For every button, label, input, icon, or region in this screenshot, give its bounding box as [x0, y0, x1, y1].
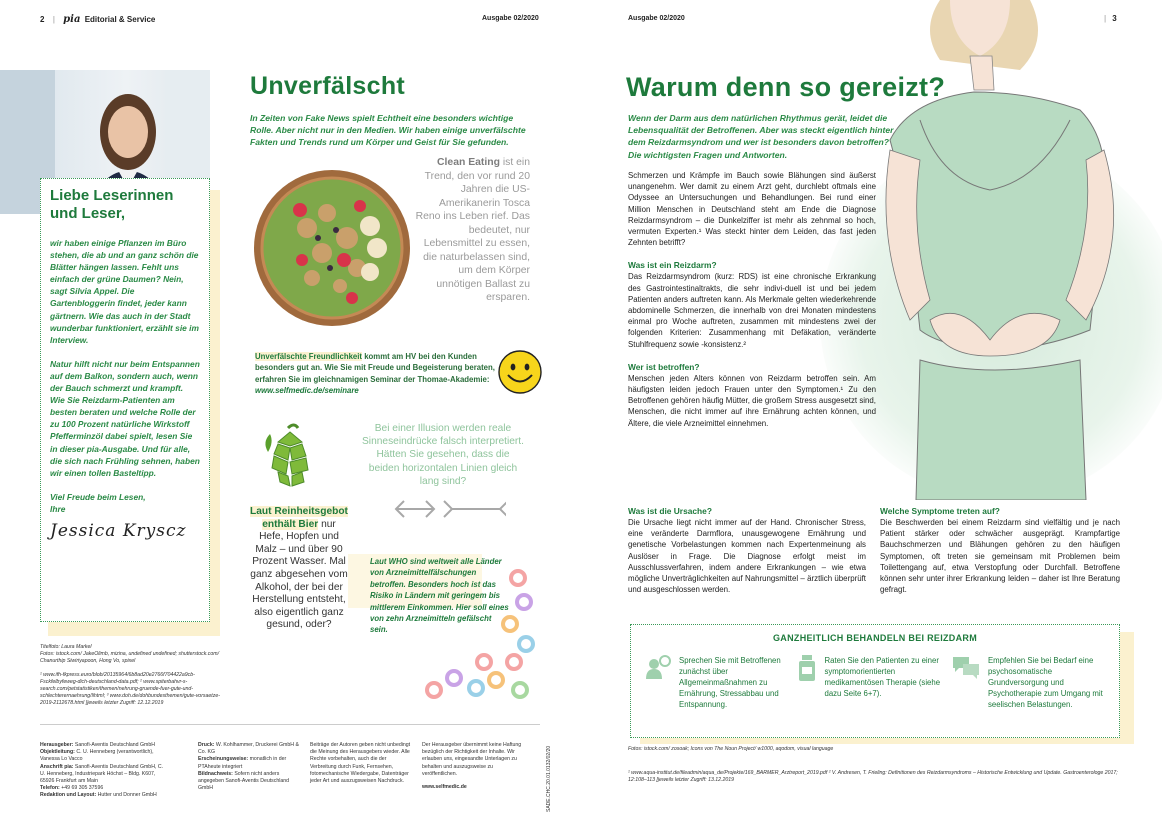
- heading-symptoms: Welche Symptome treten auf?: [880, 506, 1000, 516]
- paragraph-what-is: Das Reizdarmsyndrom (kurz: RDS) ist eine chronische Erkrankung des Gastrointestinaltrakts, die sehr indivi-duell ist und bei jedem Patienten anders auftreten kann. Als Merkmale gelten wiederkehrende abdominelle Schmerzen, die innerhalb von drei Monaten mindestens einmal pro Woche auftreten, zusammen mit mindestens zwei der folgenden Kriterien: Zusammenhang mit Defäkation, veränderte Stuhlfrequenz sowie -konsistenz.²: [628, 272, 876, 349]
- imprint-divider: [40, 724, 540, 725]
- info-box-title: GANZHEITLICH BEHANDELN BEI REIZDARM: [773, 633, 977, 643]
- who-text: Laut WHO sind weltweit alle Länder von Arzneimittelfälschungen betroffen. Besonders hoch ist das Risiko in Ländern mit geringem bis mittlerem Einkommen. Hier soll eines von zehn Arzneimitteln gefälscht sein.: [370, 557, 509, 635]
- medicine-bottle-icon: [798, 655, 816, 710]
- editorial-heading: Liebe Leserinnen und Leser,: [50, 187, 174, 222]
- paragraph-who-affected: Menschen jeden Alters können von Reizdarm betroffen sein. Am häufigsten leiden jedoch Frauen unter den Symptomen.¹ Zu den Betroffenen gehören häufig Mütter, die großem Stress ausgesetzt sind, Menschen, die nicht immer auf ihre Ernährung achten können, und Ältere, die viele Arzneimittel einnehmen.: [628, 373, 876, 428]
- smiley-icon: [498, 350, 542, 394]
- beer-text: [250, 506, 348, 632]
- advice-icon: [645, 655, 671, 710]
- unverfaelscht-intro: In Zeiten von Fake News spielt Echtheit eine besonders wichtige Rolle. Aber nicht nur in den Medien. Wir haben einige unverfälschte Fakten und Trends rund um Körper und Geist für Sie gefunden.: [250, 113, 526, 148]
- paragraph-symptoms: Die Beschwerden bei einem Reizdarm sind vielfältig und je nach Patient stärker oder schwächer ausgeprägt. Krampfartige Bauchschmerzen und Blähungen gehören zu den häufigen Symptomen, oft treten sie gemeinsam mit Problemen beim Toilettengang auf, etwa Verstopfung oder Durchfall. Betroffene können sehr unter ihrer Erkrankung leiden – daher ist Ihre Beratung gefragt.: [880, 518, 1120, 595]
- article-cause: [628, 506, 866, 595]
- imprint-label: Druck:: [198, 742, 215, 748]
- article-paragraph-1: Schmerzen und Krämpfe im Bauch sowie Blähungen sind äußerst unangenehm. Wer damit zu einem Arzt geht, durchlebt oftmals eine Odyssee an Untersuchungen und Behandlungen. Bei rund einer Million Menschen in Deutschland steht am Ende die Diagnose Reizdarmsyndrom – die Dunkelziffer ist mehr als zehnmal so hoch, vermuten Experten.¹ Was steckt hinter dem Leiden, das fast jeden Zehnten betrifft?: [628, 171, 876, 248]
- article-title: Warum denn so gereizt?: [626, 72, 946, 102]
- imprint-col-1: [40, 742, 164, 800]
- imprint-col-4: [422, 742, 522, 791]
- editorial-paragraph-2: Natur hilft nicht nur beim Entspannen auf dem Balkon, sondern auch, wenn der Bauch schmerzt und krampft. Wie Sie Reizdarm-Patienten am besten beraten und welche Rolle der zu 100 Prozent natürliche Wirkstoff Pfefferminzöl dabei spielt, lesen Sie in dieser pia-Ausgabe. Und für alle, die sich nach Frühling sehnen, haben wir einen tollen Basteltipp.: [50, 358, 200, 478]
- info-item-text: Empfehlen Sie bei Bedarf eine psychosomatische Grundversorgung und Psychotherapie zum Umgang mit seelischen Belastungen.: [987, 656, 1103, 709]
- paragraph-cause: Die Ursache liegt nicht immer auf der Hand. Chronischer Stress, eine veränderte Darmflora, unausgewogene Ernährung und genetische Vorbelastungen kommen nach Expertenmeinung als Auslöser in Frage. Die Diagnose erfolgt meist im Ausschlussverfahren, indem andere Erkrankungen – wie etwa mögliche Unverträglichkeiten auf Nahrungsmittel – ärztlich überprüft und ausgeschlossen werden.: [628, 518, 866, 595]
- imprint-value: W. Kohlhammer, Druckerei GmbH & Co. KG: [198, 742, 299, 756]
- friendliness-text: [255, 351, 495, 397]
- chat-bubbles-icon: [952, 655, 980, 710]
- clean-eating-text: [414, 156, 530, 305]
- imprint-label: Herausgeber:: [40, 742, 74, 748]
- article-symptoms: [880, 506, 1120, 595]
- editorial-closing: Viel Freude beim Lesen, Ihre: [50, 491, 146, 514]
- imprint-value: +49 69 305 37596: [59, 785, 104, 792]
- imprint-link[interactable]: www.selfmedic.de: [422, 784, 467, 791]
- info-item: [798, 655, 941, 710]
- imprint-value: monatlich in der PTAheute integriert: [198, 756, 287, 770]
- imprint-label: Redaktion und Layout:: [40, 792, 97, 799]
- info-box-items: [631, 655, 1119, 710]
- imprint-value: Sanofi-Aventis Deutschland GmbH: [73, 742, 155, 748]
- editorial-paragraph-1: wir haben einige Pflanzen im Büro stehen, die ab und an ganz schön die Blätter hängen lassen. Fehlt uns einfach der grüne Daumen? Nein, sagt Silvia Appel. Die Gartenbloggerin findet, jeder kann gärtnern. Wie das auch in der Stadt wunderbar funktioniert, erzählt sie im Interview.: [50, 238, 199, 345]
- beer-highlight: Laut Reinheitsgebot enthält Bier: [250, 506, 348, 530]
- beer-body: nur Hefe, Hopfen und Malz – und über 90 Prozent Wasser. Mal ganz abgesehen vom Alkohol, der bei der Herstellung entsteht, also eigentlich ganz gesund, oder?: [250, 518, 348, 631]
- side-code: SADE.CHC.20.01.0132/02/20: [546, 745, 552, 812]
- photo-title-credit: Titelfoto: Laura Markel: [40, 644, 92, 650]
- seminar-link[interactable]: www.selfmedic.de/seminare: [255, 386, 359, 396]
- issue-right: Ausgabe 02/2020: [628, 15, 685, 22]
- clean-eating-body: ist ein Trend, den vor rund 20 Jahren die US-Amerikanerin Tosca Reno ins Leben rief. Das bedeutet, nur Lebensmittel zu essen, die naturbelassen sind, um dem Körper unnötigen Ballast zu ersparen.: [415, 157, 530, 303]
- pills-image: [410, 566, 540, 706]
- imprint-label: Bildnachweis:: [198, 770, 233, 777]
- editorial-signature: Jessica Kryscz: [50, 520, 187, 541]
- info-item-text: Raten Sie den Patienten zu einer symptomorientierten medikamentösen Therapie (siehe dazu Seite 6+7).: [824, 656, 941, 698]
- photo-credits: Fotos: istock.com/ JakeOlimb, mizina, undefined undefined; shutterstock.com/ Chanurthip Siwiriyapoon, Hong Vo, spixel: [40, 651, 220, 665]
- right-page-header: | 3: [1104, 14, 1117, 23]
- info-item: [952, 655, 1105, 710]
- imprint-value: C. U. Henneberg (verantwortlich), Vanessa Lo Vacco: [40, 749, 154, 763]
- page-number-right: 3: [1112, 14, 1117, 23]
- imprint-label: Erscheinungsweise:: [198, 756, 249, 763]
- section-title: Editorial & Service: [84, 15, 156, 24]
- friendliness-body: kommt am HV bei den Kunden besonders gut an. Wie Sie mit Freude und Begeisterung beraten, erfahren Sie im gleichnamigen Seminar der Thomae-Akademie:: [255, 352, 495, 384]
- issue-left: Ausgabe 02/2020: [482, 15, 539, 22]
- article-intro: Wenn der Darm aus dem natürlichen Rhythmus gerät, leidet die Lebensqualität der Betroffenen. Aber was steckt eigentlich hinter dem Reizdarmsyndrom und wer ist besonders davon betroffen? Die wichtigsten Fragen und Antworten.: [628, 113, 894, 160]
- brand-logo: pia: [63, 14, 81, 25]
- page-number-left: 2: [40, 15, 45, 24]
- imprint-value: Hutter und Donner GmbH: [96, 792, 157, 799]
- hops-icon: [258, 422, 322, 492]
- imprint-value: Sanofi-Aventis Deutschland GmbH, C. U. Henneberg, Industriepark Höchst – Bldg. K607, 65926 Frankfurt am Main: [40, 763, 164, 785]
- illusion-text: Bei einer Illusion werden reale Sinneseindrücke falsch interpretiert. Hätten Sie gesehen, dass die beiden horizontalen Linien gleich lang sind?: [362, 423, 524, 487]
- info-item-text: Sprechen Sie mit Betroffenen zunächst über Allgemeinmaßnahmen zu Ernährung, Stressabbau und Entspannung.: [679, 656, 781, 709]
- imprint-label: Anschrift pia:: [40, 763, 74, 770]
- unverfaelscht-title: Unverfälscht: [250, 72, 406, 100]
- heading-cause: Was ist die Ursache?: [628, 506, 712, 516]
- imprint-value: Sofern nicht anders angegeben Sanofi-Aventis Deutschland GmbH: [198, 770, 290, 792]
- clean-eating-bold: Clean Eating: [437, 157, 500, 168]
- imprint-liability: Der Herausgeber übernimmt keine Haftung bezüglich der Richtigkeit der Inhalte. Wir erlauben uns, eingesandte Unterlagen zu behalten und auszugsweise zu veröffentlichen.: [422, 742, 522, 777]
- right-photo-credit: Fotos: istock.com/ zosoak; Icons von The Noun Project/ w1000, aqodom, visual language: [628, 746, 834, 752]
- article-column-1: [628, 170, 876, 429]
- left-credits: [40, 644, 220, 708]
- imprint-col-2: [198, 742, 300, 792]
- illusion-lines-graphic: [390, 496, 506, 522]
- info-item: [645, 655, 788, 710]
- editorial-box: [40, 178, 210, 622]
- imprint-label: Objektleitung:: [40, 749, 75, 756]
- imprint-col-3: Beiträge der Autoren geben nicht unbedingt die Meinung des Herausgebers wieder. Alle Rechte vorbehalten, auch die der Verbreitung durch Funk, Fernsehen, fotomechanische Wiedergabe, Datenträger jeder Art und auszugsweisen Nachdruck.: [310, 742, 411, 785]
- friendliness-highlight: Unverfälschte Freundlichkeit: [255, 352, 363, 361]
- right-footnotes: ¹ www.aqua-institut.de/fileadmin/aqua_de/Projekte/169_BARMER_Arztreport_2019.pdf ² V. Andresen, T. Frieling: Definitionen des Reizdarmsyndroms – Historische Entwicklung und Update. Gastroenterologe 2017; 12:108–113 [jeweils letzter Zugriff: 13.12.2019: [628, 770, 1118, 784]
- info-box: [630, 624, 1120, 738]
- smoothie-bowl-image: [252, 168, 412, 328]
- imprint-label: Telefon:: [40, 785, 60, 792]
- heading-who-affected: Wer ist betroffen?: [628, 361, 700, 372]
- left-page-header: 2 | pia Editorial & Service: [40, 14, 156, 25]
- left-footnotes: ¹ www.ifh-fkpress.euro/blob/20135964/6b8ad20e2766f704422a9cb-Fsckfelbyfeweg-dich-deutschland-data.pdf; ² www.spiterbahvr-s-search.com/petstatistiken/themen/nehrung-gruende-fuer-gute-und-schlechterernaehrung/lihtml; ³ www.doh.de/dohbundesthemen/gute-vorsaetze-2019-2112678.html [jeweils letzter Zugriff: 12.12.2019: [40, 671, 220, 707]
- heading-what-is: Was ist ein Reizdarm?: [628, 260, 717, 271]
